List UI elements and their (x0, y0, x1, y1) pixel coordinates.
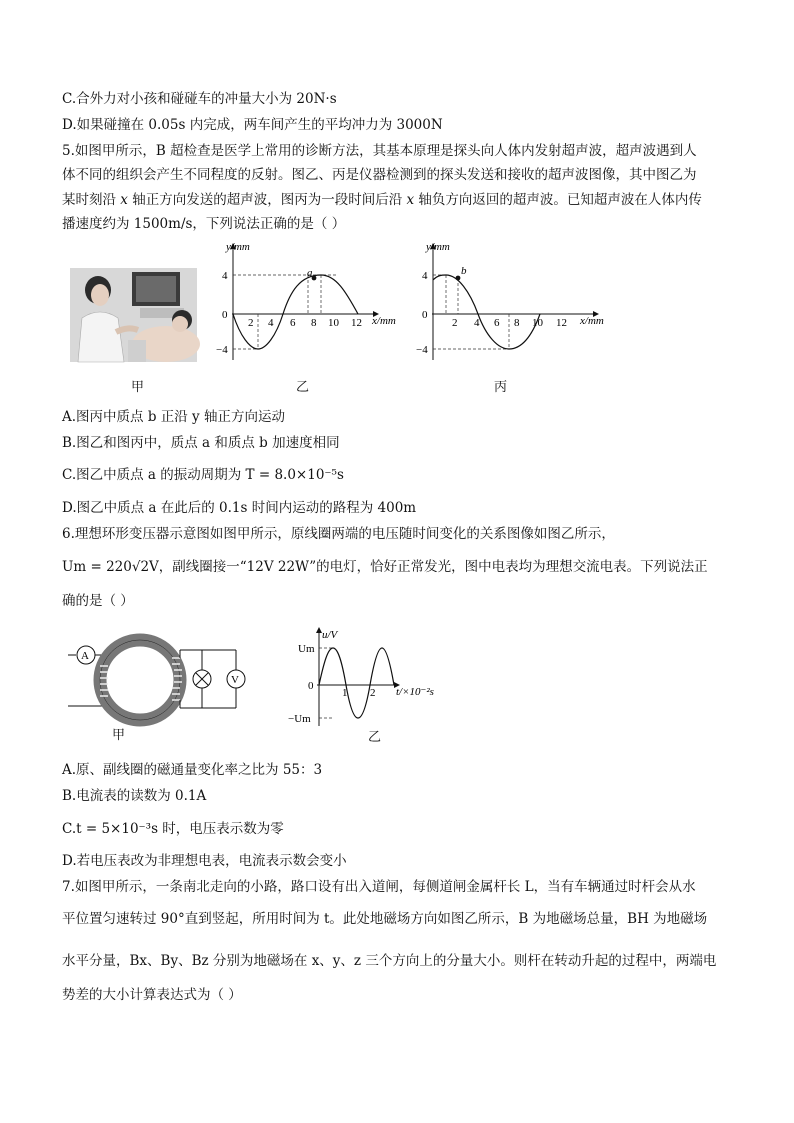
xtick-yi: 2 (248, 317, 254, 329)
tick-0-bing: 0 (422, 309, 428, 321)
q6-stem-line2: Um = 220√2V，副线圈接一“12V 22W”的电灯，恰好正常发光，图中电表均为理想交流电表。下列说法正 (62, 559, 708, 575)
y-axis-label-yi: y/mm (226, 241, 250, 253)
point-b-label: b (461, 265, 467, 277)
q7-stem-line1: 7.如图甲所示，一条南北走向的小路，路口设有出入道闸，每侧道闸金属杆长 L，当有车辆通过时杆会从水 (62, 879, 696, 895)
q4-option-c: C.合外力对小孩和碰碰车的冲量大小为 20N·s (62, 91, 337, 107)
fig-label-yi: 乙 (296, 380, 310, 395)
xtick-bing: 8 (514, 317, 520, 329)
q6-stem-line3: 确的是（ ） (62, 593, 134, 609)
q6-option-a: A.原、副线圈的磁通量变化率之比为 55：3 (62, 762, 323, 778)
transformer-circuit (64, 628, 254, 728)
q7-stem-line4: 势差的大小计算表达式为（ ） (62, 987, 242, 1003)
xtick-yi: 6 (290, 317, 296, 329)
q5-option-d: D.图乙中质点 a 在此后的 0.1s 时间内运动的路程为 400m (62, 500, 417, 516)
xtick-bing: 4 (474, 317, 480, 329)
tick-um: Um (298, 643, 315, 655)
q5-stem-line3: 某时刻沿 x 轴正方向发送的超声波，图丙为一段时间后沿 x 轴负方向返回的超声波。已知超声波在人体内传 (62, 192, 702, 208)
tick-4-yi: 4 (222, 270, 228, 282)
q6-option-b: B.电流表的读数为 0.1A (62, 788, 207, 804)
q5-stem-line1: 5.如图甲所示，B 超检查是医学上常用的诊断方法，其基本原理是探头向人体内发射超声波，超声波遇到人 (62, 143, 697, 159)
tick-0-q6: 0 (308, 680, 314, 692)
tick-4-bing: 4 (422, 270, 428, 282)
xtick-yi: 10 (328, 317, 339, 329)
q6-option-d: D.若电压表改为非理想电表，电流表示数会变小 (62, 853, 347, 869)
voltage-graph (284, 622, 464, 732)
q5-option-a: A.图丙中质点 b 正沿 y 轴正方向运动 (62, 409, 285, 425)
tick-neg-um: −Um (288, 713, 311, 725)
u-axis-label: u/V (322, 629, 338, 641)
tick-0-yi: 0 (222, 309, 228, 321)
q6-option-c: C.t = 5×10⁻³s 时，电压表示数为零 (62, 821, 284, 837)
fig-label-yi-q6: 乙 (368, 730, 382, 745)
wave-graph-yi (218, 240, 408, 370)
xtick-bing: 6 (494, 317, 500, 329)
q5-option-b: B.图乙和图丙中，质点 a 和质点 b 加速度相同 (62, 435, 340, 451)
t-axis-label: t/×10⁻²s (396, 686, 434, 698)
xtick-yi: 12 (351, 317, 362, 329)
q7-stem-line2: 平位置匀速转过 90°直到竖起，所用时间为 t。此处地磁场方向如图乙所示，B 为地磁场总量，BH 为地磁场 (62, 911, 708, 927)
xtick-yi: 8 (311, 317, 317, 329)
q4-option-d: D.如果碰撞在 0.05s 内完成，两车间产生的平均冲力为 3000N (62, 117, 443, 133)
x-axis-label-yi: x/mm (372, 315, 396, 327)
fig-label-jia-q6: 甲 (112, 728, 126, 743)
tick-neg4-yi: −4 (216, 344, 228, 356)
q5-stem-line2: 体不同的组织会产生不同程度的反射。图乙、丙是仪器检测到的探头发送和接收的超声波图像，其中图乙为 (62, 167, 697, 183)
point-a-label: a (307, 267, 313, 279)
tick-1-q6: 1 (342, 687, 348, 699)
tick-2-q6: 2 (370, 687, 376, 699)
xtick-bing: 12 (556, 317, 567, 329)
wave-graph-bing (418, 240, 608, 370)
q5-option-c: C.图乙中质点 a 的振动周期为 T = 8.0×10⁻⁵s (62, 467, 344, 483)
q7-stem-line3: 水平分量，Bx、By、Bz 分别为地磁场在 x、y、z 三个方向上的分量大小。则杆在转动升起的过程中，两端电 (62, 953, 717, 969)
xtick-bing: 10 (532, 317, 543, 329)
q6-stem-line1: 6.理想环形变压器示意图如图甲所示，原线圈两端的电压随时间变化的关系图像如图乙所示， (62, 526, 615, 542)
ultrasound-photo (70, 268, 197, 362)
fig-label-jia: 甲 (131, 380, 145, 395)
xtick-yi: 4 (268, 317, 274, 329)
q5-stem-line4: 播速度约为 1500m/s，下列说法正确的是（ ） (62, 216, 346, 232)
voltmeter-label: V (231, 674, 239, 686)
y-axis-label-bing: y/mm (426, 241, 450, 253)
fig-label-bing: 丙 (494, 380, 508, 395)
ammeter-label: A (81, 650, 89, 662)
tick-neg4-bing: −4 (416, 344, 428, 356)
xtick-bing: 2 (452, 317, 458, 329)
x-axis-label-bing: x/mm (580, 315, 604, 327)
